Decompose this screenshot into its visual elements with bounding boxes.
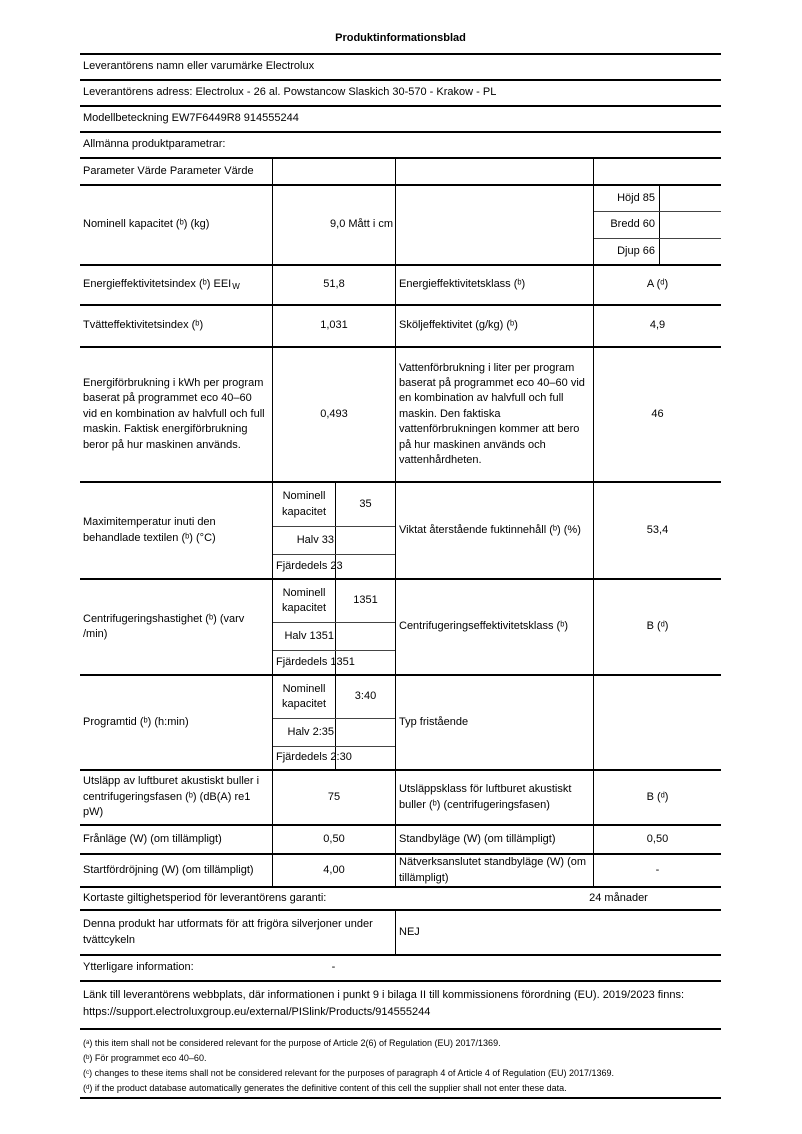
subcell-quarter-text: Fjärdedels 23 xyxy=(276,559,343,572)
networked-standby-label: Nätverksanslutet standbyläge (W) (om tillämpligt) xyxy=(399,856,587,884)
subcell-rated-value xyxy=(336,676,395,718)
subcell-half-text: Halv 2:35 xyxy=(287,725,334,738)
eei-label-cell xyxy=(80,266,272,304)
noise-value: 75 xyxy=(327,790,341,803)
row-max-temperature xyxy=(80,483,721,580)
subcell-half-value xyxy=(336,719,395,746)
subrow-rated-capacity xyxy=(273,580,395,623)
subcell-quarter-label xyxy=(273,651,355,674)
off-mode-label-cell xyxy=(80,826,272,853)
footnote-d: (ᵈ) if the product database automatically generates the definitive content of this cell the supplier shall not enter these data. xyxy=(83,1083,567,1093)
noise-class-value: B (ᵈ) xyxy=(646,790,669,803)
nominal-capacity-value-cell xyxy=(272,186,395,264)
delay-start-label-cell xyxy=(80,855,272,886)
spin-class-label: Centrifugeringseffektivitetsklass (ᵇ) xyxy=(399,620,569,633)
spin-speed-subtable xyxy=(272,580,395,674)
model-identifier-text: Modellbeteckning EW7F6449R8 914555244 xyxy=(83,112,299,125)
row-additional-info xyxy=(80,956,721,982)
sheet-content xyxy=(80,25,721,1099)
subcell-rated-value-text: 1351 xyxy=(353,594,378,607)
energy-consumption-value: 0,493 xyxy=(320,407,348,420)
general-parameters-heading: Allmänna produktparametrar: xyxy=(83,138,226,151)
max-temperature-subtable xyxy=(272,483,395,578)
max-temperature-label-cell xyxy=(80,483,272,578)
param-header-text: Parameter Värde Parameter Värde xyxy=(83,164,254,177)
off-mode-value-cell xyxy=(272,826,395,853)
additional-info-value: - xyxy=(331,961,336,974)
row-silver-ions xyxy=(80,911,721,956)
wash-index-value: 1,031 xyxy=(320,319,348,332)
off-mode-label: Frånläge (W) (om tillämpligt) xyxy=(83,832,222,845)
programme-duration-label: Programtid (ᵇ) (h:min) xyxy=(83,715,189,728)
networked-standby-label-cell xyxy=(395,855,593,886)
eei-subscript: W xyxy=(232,282,240,292)
delay-start-value: 4,00 xyxy=(323,863,345,876)
supplier-name-text: Leverantörens namn eller varumärke Electrolux xyxy=(83,60,315,73)
residual-moisture-value-cell xyxy=(593,483,721,578)
subcell-quarter-text: Fjärdedels 1351 xyxy=(276,655,355,668)
supplier-address-text: Leverantörens adress: Electrolux - 26 al. Powstancow Slaskich 30-570 - Krakow - PL xyxy=(83,86,497,99)
row-off-mode xyxy=(80,826,721,855)
energy-class-value-cell xyxy=(593,266,721,304)
energy-class-label: Energieffektivitetsklass (ᵇ) xyxy=(399,278,526,291)
supplier-link-text: Länk till leverantörens webbplats, där informationen i punkt 9 i bilaga II till kommissionens förordning (EU). 2019/2023 finns: xyxy=(83,989,685,1001)
eei-value: 51,8 xyxy=(323,278,345,291)
subcell-half-text: Halv 1351 xyxy=(284,629,334,642)
water-consumption-label-cell xyxy=(395,348,593,481)
dimension-row-depth xyxy=(594,239,721,264)
energy-class-label-cell xyxy=(395,266,593,304)
model-identifier-row xyxy=(80,107,721,133)
programme-duration-subtable xyxy=(272,676,395,769)
additional-info-label: Ytterligare information: xyxy=(83,961,194,974)
row-nominal-capacity xyxy=(80,186,721,266)
noise-class-label-cell xyxy=(395,771,593,824)
standby-label-cell xyxy=(395,826,593,853)
footnotes-section xyxy=(80,1030,721,1099)
residual-moisture-label: Viktat återstående fuktinnehåll (ᵇ) (%) xyxy=(399,523,581,536)
dimension-height: Höjd 85 xyxy=(617,191,655,204)
subrow-rated-capacity xyxy=(273,676,395,719)
rinse-effectiveness-label-cell xyxy=(395,306,593,346)
additional-info-label-cell xyxy=(80,960,272,975)
subcell-rated-text: Nominell kapacitet xyxy=(281,490,327,518)
row-warranty xyxy=(80,888,721,911)
noise-class-label: Utsläppsklass för luftburet akustiskt buller (ᵇ) (centrifugeringsfasen) xyxy=(399,783,572,811)
additional-info-value-cell xyxy=(272,960,395,975)
dimension-row-width xyxy=(594,212,721,238)
subrow-quarter xyxy=(273,651,395,674)
supplier-link-url[interactable]: https://support.electroluxgroup.eu/external/PISlink/Products/914555244 xyxy=(83,1006,431,1018)
rinse-effectiveness-value: 4,9 xyxy=(649,319,666,332)
type-label-cell xyxy=(395,676,593,769)
water-consumption-label: Vattenförbrukning i liter per program baserat på programmet eco 40–60 vid en kombination av halvfull och full maskin. Den faktiska vattenförbrukningen kommer att bero på hur maskinen används och vattenhårdheten. xyxy=(399,361,585,466)
nominal-capacity-value: 9,0 Mått i cm xyxy=(330,218,393,231)
warranty-label: Kortaste giltighetsperiod för leverantörens garanti: xyxy=(83,891,327,904)
dimension-depth-cell xyxy=(594,239,660,264)
supplier-name-row xyxy=(80,55,721,81)
noise-value-cell xyxy=(272,771,395,824)
subcell-quarter-label xyxy=(273,747,352,769)
standby-value: 0,50 xyxy=(646,832,669,845)
dimension-depth: Djup 66 xyxy=(617,244,655,257)
footnote-a: (ᵃ) this item shall not be considered relevant for the purpose of Article 2(6) of Regulation (EU) 2017/1369. xyxy=(83,1038,501,1048)
subcell-rated-label xyxy=(273,676,336,718)
row-acoustic-noise xyxy=(80,771,721,826)
energy-class-value: A (ᵈ) xyxy=(646,278,669,291)
dimension-width-cell xyxy=(594,212,660,237)
subcell-half-label xyxy=(273,527,336,554)
subcell-half-value xyxy=(336,623,395,650)
networked-standby-value-cell xyxy=(593,855,721,886)
param-header-row xyxy=(80,159,721,186)
row-energy-efficiency-index xyxy=(80,266,721,306)
subcell-half-value xyxy=(336,527,395,554)
spin-speed-label: Centrifugeringshastighet (ᵇ) (varv /min) xyxy=(83,612,245,640)
empty-cell xyxy=(593,159,721,184)
subcell-quarter-value xyxy=(336,555,395,578)
subcell-half-label xyxy=(273,719,336,746)
footnote-c: (ᶜ) changes to these items shall not be considered relevant for the purposes of paragraph 4 of Article 4 of Regulation (EU) 2017/1369. xyxy=(83,1068,614,1078)
document-title: Produktinformationsblad xyxy=(335,32,466,45)
subcell-quarter-label xyxy=(273,555,343,578)
silver-ions-label-cell xyxy=(80,915,395,950)
spin-class-label-cell xyxy=(395,580,593,674)
spin-class-value-cell xyxy=(593,580,721,674)
silver-ions-label: Denna produkt har utformats för att frigöra silverjoner under tvättcykeln xyxy=(83,918,373,946)
water-consumption-value: 46 xyxy=(651,407,664,420)
subcell-rated-label xyxy=(273,580,336,622)
subcell-half-text: Halv 33 xyxy=(296,533,334,546)
rinse-effectiveness-value-cell xyxy=(593,306,721,346)
subcell-quarter-text: Fjärdedels 2:30 xyxy=(276,751,352,764)
residual-moisture-label-cell xyxy=(395,483,593,578)
empty-cell xyxy=(593,676,721,769)
dimension-height-cell xyxy=(594,186,660,211)
energy-consumption-label: Energiförbrukning i kWh per program baserat på programmet eco 40–60 vid en kombination av halvfull och full maskin. Faktisk energiförbrukning beror på hur maskinen används. xyxy=(83,377,265,451)
empty-cell xyxy=(395,159,593,184)
delay-start-value-cell xyxy=(272,855,395,886)
noise-label-cell xyxy=(80,771,272,824)
subrow-quarter xyxy=(273,747,395,769)
supplier-link-section xyxy=(80,982,721,1030)
subcell-rated-value xyxy=(336,580,395,622)
row-spin-speed xyxy=(80,580,721,676)
subrow-half xyxy=(273,527,395,555)
subcell-rated-value-text: 3:40 xyxy=(354,690,377,703)
subcell-rated-value xyxy=(336,483,395,526)
dimensions-cell xyxy=(593,186,721,264)
general-parameters-heading-row xyxy=(80,133,721,159)
water-consumption-value-cell xyxy=(593,348,721,481)
warranty-value: 24 månader xyxy=(589,891,648,904)
eei-label: Energieffektivitetsindex (ᵇ) EEIW xyxy=(83,278,240,292)
subcell-rated-value-text: 35 xyxy=(359,497,372,510)
subcell-rated-text: Nominell kapacitet xyxy=(281,586,327,614)
empty-cell xyxy=(272,159,395,184)
spin-class-value: B (ᵈ) xyxy=(646,620,669,633)
subcell-rated-text: Nominell kapacitet xyxy=(281,682,327,710)
subrow-rated-capacity xyxy=(273,483,395,527)
subcell-half-label xyxy=(273,623,336,650)
wash-index-label: Tvätteffektivitetsindex (ᵇ) xyxy=(83,319,204,332)
spin-speed-label-cell xyxy=(80,580,272,674)
subcell-rated-label xyxy=(273,483,336,526)
empty-cell xyxy=(395,186,593,264)
type-label: Typ fristående xyxy=(399,715,469,728)
empty-cell xyxy=(660,212,721,237)
standby-label: Standbyläge (W) (om tillämpligt) xyxy=(399,832,556,845)
row-programme-duration xyxy=(80,676,721,771)
row-energy-consumption xyxy=(80,348,721,483)
energy-consumption-label-cell xyxy=(80,348,272,481)
standby-value-cell xyxy=(593,826,721,853)
dimension-row-height xyxy=(594,186,721,212)
rinse-effectiveness-label: Sköljeffektivitet (g/kg) (ᵇ) xyxy=(399,319,518,332)
noise-class-value-cell xyxy=(593,771,721,824)
max-temperature-label: Maximitemperatur inuti den behandlade textilen (ᵇ) (°C) xyxy=(83,516,216,544)
nominal-capacity-label: Nominell kapacitet (ᵇ) (kg) xyxy=(83,218,210,231)
row-delay-start xyxy=(80,855,721,888)
silver-ions-value-cell xyxy=(395,911,721,954)
dimension-width: Bredd 60 xyxy=(610,218,655,231)
off-mode-value: 0,50 xyxy=(323,832,345,845)
networked-standby-value: - xyxy=(655,863,660,876)
residual-moisture-value: 53,4 xyxy=(646,523,669,536)
wash-index-label-cell xyxy=(80,306,272,346)
noise-label: Utsläpp av luftburet akustiskt buller i centrifugeringsfasen (ᵇ) (dB(A) re1 pW) xyxy=(83,775,260,819)
silver-ions-value: NEJ xyxy=(399,925,420,938)
param-header-cell xyxy=(80,159,272,184)
programme-duration-label-cell xyxy=(80,676,272,769)
row-wash-efficiency-index xyxy=(80,306,721,348)
footnote-b: (ᵇ) För programmet eco 40–60. xyxy=(83,1053,207,1063)
nominal-capacity-label-cell xyxy=(80,186,272,264)
energy-consumption-value-cell xyxy=(272,348,395,481)
wash-index-value-cell xyxy=(272,306,395,346)
subrow-half xyxy=(273,623,395,651)
eei-value-cell xyxy=(272,266,395,304)
delay-start-label: Startfördröjning (W) (om tillämpligt) xyxy=(83,863,254,876)
empty-cell xyxy=(660,186,721,211)
empty-cell xyxy=(660,239,721,264)
subrow-half xyxy=(273,719,395,747)
subrow-quarter xyxy=(273,555,395,578)
supplier-address-row xyxy=(80,81,721,107)
document-title-row xyxy=(80,25,721,55)
